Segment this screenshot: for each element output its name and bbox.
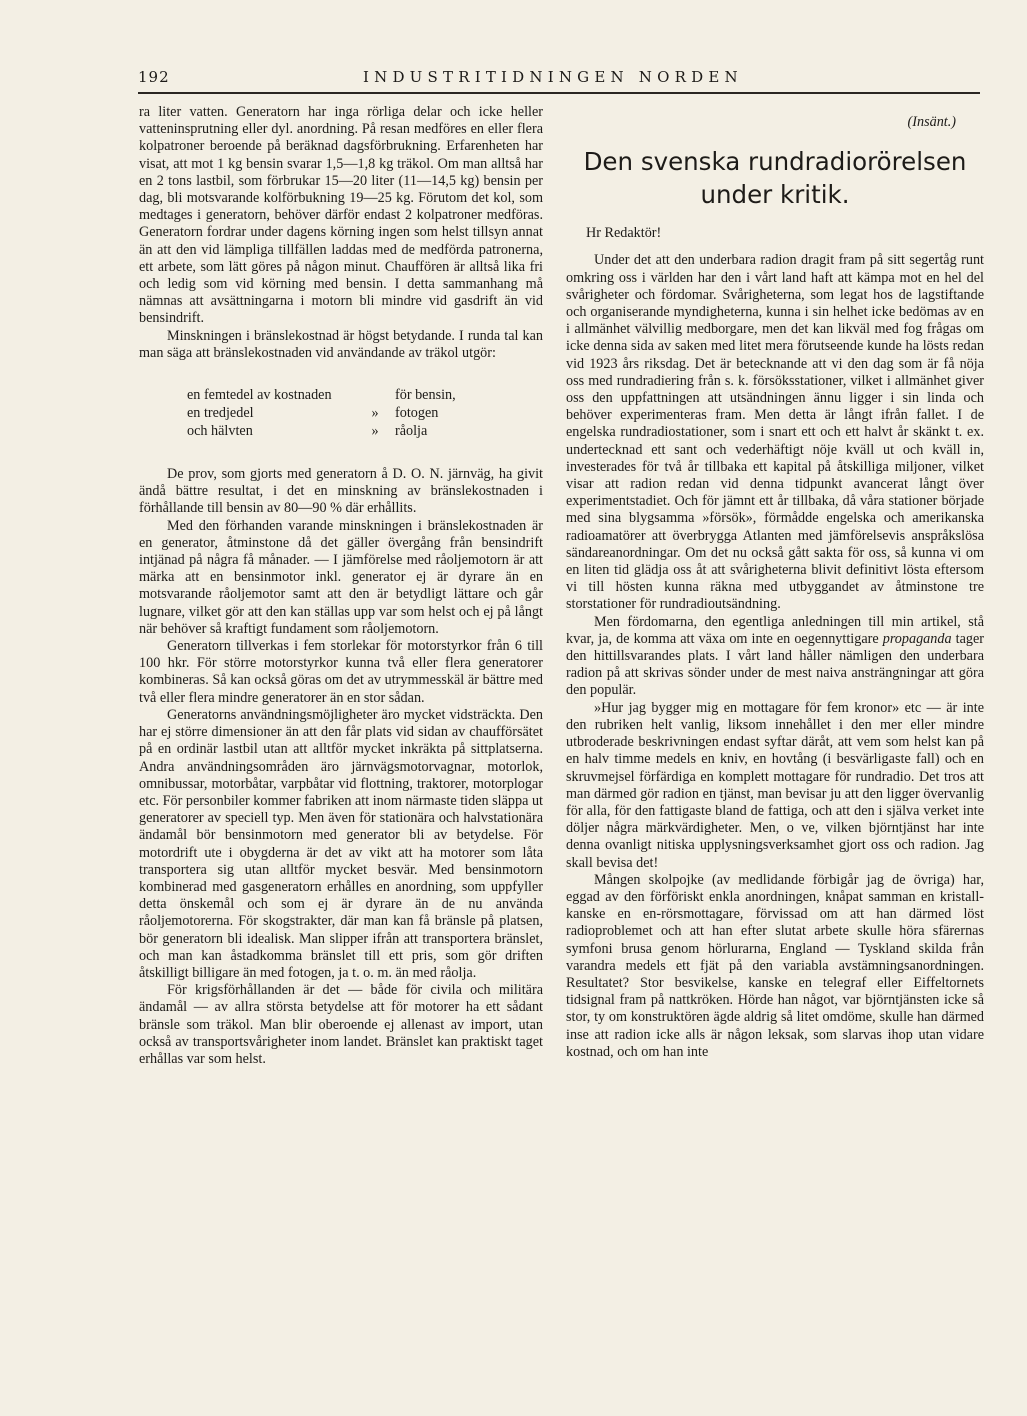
paragraph: För krigsförhållanden är det — både för civila och militära ändamål — av allra största betydelse att för motorer ha ett sådant bränsle som träkol. Man blir oberoende ej allenast av import, utan också av transportsvårigheter inom landet. Bränslet kan praktiskt taget erhållas var som helst.	[139, 982, 543, 1067]
paragraph: Generatorns användningsmöjligheter äro mycket vidsträckta. Den har ej större dimensioner än att den får plats vid sidan av chaufförsätet på en ordinär lastbil utan att alltför mycket inkräkta på sittplatserna. Andra användningsområden äro järnvägsmotorvagnar, motorlok, omnibussar, motorbåtar, varpbåtar vid flottning, traktorer, motorplogar etc. För personbiler kommer fabriken att inom närmaste tiden släppa ut generatorer av speciell typ. Men även för stationära och halvstationära ändamål bör bensinmotorn med generator bli av betydelse. För motordrift ute i obygderna är det av vikt att ha motorer som låta transportera sig utan alltför mycket besvär. Med bensinmotorn kombinerad med gasgeneratorn erhålles en anordning, som uppfyller detta önskemål och som ej är dyrare än de nu använda råoljemotorerna. För skogstrakter, där man kan få bränsle på platsen, bör generatorn bli idealisk. Man slipper ifrån att transportera bränslet, och man kan åstadkomma bränslet till ett pris, som gör driften åtskilligt billigare än med fotogen, ja t. o. m. än med råolja.	[139, 706, 543, 981]
page-number: 192	[138, 68, 170, 86]
paragraph: Under det att den underbara radion dragit fram på sitt segertåg runt omkring oss i världen har den i vårt land haft att kämpa mot en hel del svårigheter och fördomar. Svårigheterna, som legat hos de lagstiftande och organiserande myndigheterna, kunna i sin helhet icke bedömas av en i allmänhet välvillig medborgare, men det kan likväl med fog frågas om icke denna sida av saken med litet mera förutseende kunde ha lösts redan vid 1923 års riksdag. Det är betecknande att vi den dag som är få nöja oss med rundradiering från s. k. försöksstationer, vilket i allmänhet giver oss den uppfattningen att utsändningen ännu ligger i sin linda och behöver experimenteras fram. Men detta är långt ifrån fallet. I de engelska rundradiostationer, som i snart ett och ett halvt år skänkt t. ex. undertecknad ett sant och vederhäftigt nöje kväll ut och kväll in, investerades för två år tillbaka ett kapital på åtskilliga miljoner, vilket visar att radion redan vid denna tidpunkt avancerat långt över experimentstadiet. Och för jämnt ett år tillbaka, då våra stationer började med sina blygsamma »försök», förmådde engelska och amerikanska radioamatörer att överbrygga Atlanten med jämförelsevis anspråkslösa sändareanordningar. Om det nu också gått sakta för oss, så kunna vi om en liten tid glädja oss åt att svårigheterna blivit definitivt lösta eftersom vi till hösten kunna räkna med utbyggandet av åtminstone tre storstationer för rundradioutsändning.	[566, 252, 984, 613]
paragraph: Mången skolpojke (av medlidande förbigår jag de övriga) har, eggad av den förföriskt enkla anordningen, knåpat samman en kristall- kanske en en-rörsmottagare, förvissad om att han därmed löst radioproblemet och att han efter slutat arbete skulle höra sfärernas symfoni brusa genom hörlurarna, England — Tyskland skilda från varandra medels ett fjät på den variabla avstämningsanordningen. Resultatet? Stor besvikelse, kanske en telegraf eller Eiffeltornets tidsignal fram på nattkröken. Hörde han något, var björntjänsten icke så stor, ty om konstruktören ägde aldrig så litet omdöme, skulle han därmed inse att radion icke alls är någon leksak, som slarvas ihop utan vidare kostnad, och om han inte	[566, 871, 984, 1060]
paragraph: De prov, som gjorts med generatorn å D. O. N. järnväg, ha givit ändå bättre resultat, i det en minskning av bränslekostnaden i förhållande till bensin av 80—90 % där erhållits.	[139, 466, 543, 517]
fuel-cost-list	[187, 386, 487, 440]
left-column	[139, 104, 543, 1324]
salutation: Hr Redaktör!	[586, 225, 662, 242]
right-column	[566, 104, 984, 1324]
paragraph: ra liter vatten. Generatorn har inga rörliga delar och icke heller vatteninsprutning eller dyl. anordning. På resan medföres en eller flera kolpatroner beroende på beräknad dagsförbrukning. Erfarenheten har visat, att mot 1 kg bensin svarar 1,5—1,8 kg träkol. Om man alltså har en 2 tons lastbil, som förbrukar 15—20 liter (11—14,5 kg) bensin per dag, bli motsvarande kolförbukning 19—25 kg. Förutom det kol, som medtages i generatorn, behöver därför endast 2 kolpatroner medföras. Generatorn fordrar under dagens körning ingen som helst tillsyn annat än att den vid lämpliga tillfällen laddas med de medförda patronerna, ett arbete, som lätt göres på någon minut. Chauffören är alltså lika fri och ledig som vid körning med bensin. I detta sammanhang må nämnas att avsättningarna i motorn bli mindre vid gasdrift än vid bensindrift.	[139, 104, 543, 327]
paragraph: Men fördomarna, den egentliga anledningen till min artikel, stå kvar, ja, de komma att växa om inte en oegennyttigare propaganda tager den hittillsvarandes plats. I vårt land håller nämligen den underbara radion på att skrivas sönder under de mest naiva ansträngningar att göra den populär.	[566, 613, 984, 699]
paragraph: Med den förhanden varande minskningen i bränslekostnaden är en generator, åtminstone då det gäller övergång från bensindrift intjänad på några få månader. — I jämförelse med råoljemotorn är att märka att en bensinmotor inkl. generator ej är dyrare än en motsvarande råoljemotor samt att den är betydligt lättare och går lugnare, vilket gör att den kan ställas upp var som helst och ej på långt när behöver så kraftigt fundament som råoljemotorn.	[139, 517, 543, 637]
paragraph: »Hur jag bygger mig en mottagare för fem kronor» etc — är inte den rubriken helt vanlig, liksom innehållet i den mer eller mindre utbroderade beskrivningen endast syftar däråt, att vem som helst kan på en halv timme medels en kniv, en hovtång (i besvärligaste fall) och en skruvmejsel förfärdiga en komplett mottagare för rundradio. Det tros att man därmed gör radion en tjänst, man bevisar ju att den ligger övervanlig för alla, för den fattigaste bland de fattiga, och att den i själva verket inte döljer några märkvärdigheter. Men, o ve, vilken björntjänst har inte denna ovanligt nitiska upplysningsverksamhet gjort oss och radion. Jag skall bevisa det!	[566, 699, 984, 871]
list-item: en tredjedel » fotogen	[187, 405, 439, 422]
byline: (Insänt.)	[907, 114, 956, 130]
paragraph: Generatorn tillverkas i fem storlekar för motorstyrkor från 6 till 100 hkr. För större motorstyrkor kunna två eller flera generatorer kombineras. Så kan också göras om det av utrymmesskäl är bättre med två eller flera mindre generatorer än en stor sådan.	[139, 638, 543, 706]
running-header	[138, 64, 980, 94]
list-item: och hälvten » råolja	[187, 423, 428, 440]
journal-title: INDUSTRITIDNINGEN NORDEN	[363, 68, 743, 86]
paragraph: Minskningen i bränslekostnad är högst betydande. I runda tal kan man säga att bränslekostnaden vid användande av träkol utgör:	[139, 327, 543, 361]
list-item: en femtedel av kostnaden för bensin,	[187, 387, 456, 404]
article-headline: Den svenska rundradiorörelsen under kritik.	[583, 147, 967, 210]
emphasized-word: propaganda	[882, 630, 952, 647]
